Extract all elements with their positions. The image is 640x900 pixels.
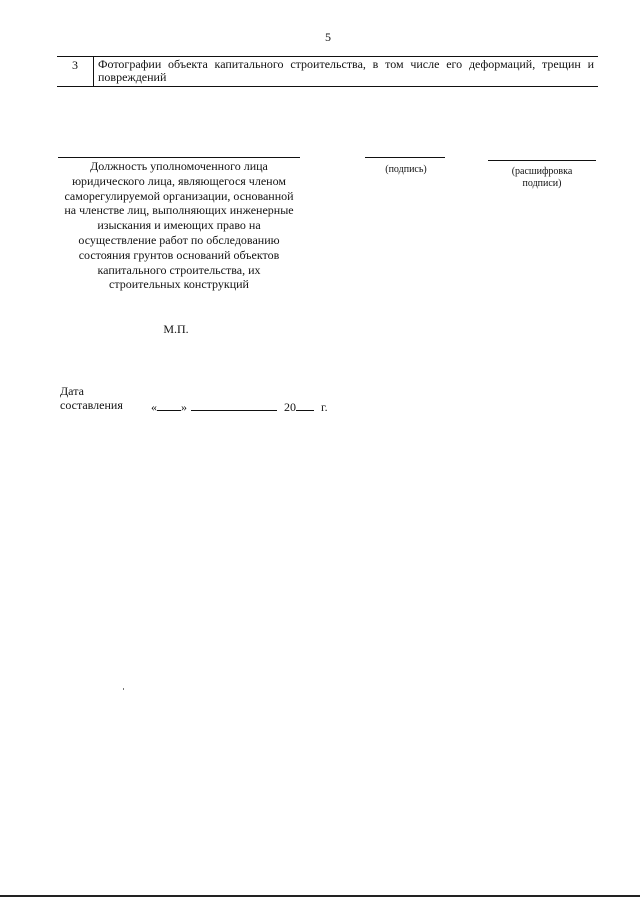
month-blank [191, 399, 277, 411]
date-month-field[interactable] [191, 399, 277, 414]
year-suffix: г. [321, 400, 328, 414]
signature-line [365, 157, 445, 158]
signature-caption: (подпись) [385, 164, 427, 175]
year-prefix: 20 [284, 400, 296, 414]
decoding-caption: (расшифровка подписи) [511, 166, 573, 189]
date-day-field[interactable] [151, 399, 187, 414]
date-label-line2: составления [60, 398, 123, 412]
year-blank [296, 399, 314, 411]
scan-bottom-edge [0, 895, 640, 897]
open-quote: « [151, 400, 157, 414]
table-row-number: 3 [72, 58, 78, 72]
table-column-divider [93, 56, 94, 87]
page-number: 5 [325, 30, 331, 44]
day-blank [157, 399, 181, 411]
date-label [60, 384, 123, 412]
document-table [57, 56, 598, 86]
stamp-place: М.П. [163, 322, 189, 336]
decoding-line [488, 160, 596, 161]
table-row-text: Фотографии объекта капитального строительства, в том числе его деформаций, трещин и повреждений [98, 57, 594, 84]
scan-speck [123, 688, 124, 690]
position-line [58, 157, 300, 158]
authorized-person-position: Должность уполномоченного лица юридического лица, являющегося членом саморегулируемой организации, основанной на членстве лиц, выполняющих инженерные изыскания и имеющих право на осуществление работ по обследованию состояния грунтов оснований объектов капитального строительства, их строительных конструкций [64, 159, 294, 292]
close-quote: » [181, 400, 187, 414]
date-label-line1: Дата [60, 384, 84, 398]
date-year-field[interactable] [284, 399, 328, 414]
table-bottom-border [57, 86, 598, 87]
